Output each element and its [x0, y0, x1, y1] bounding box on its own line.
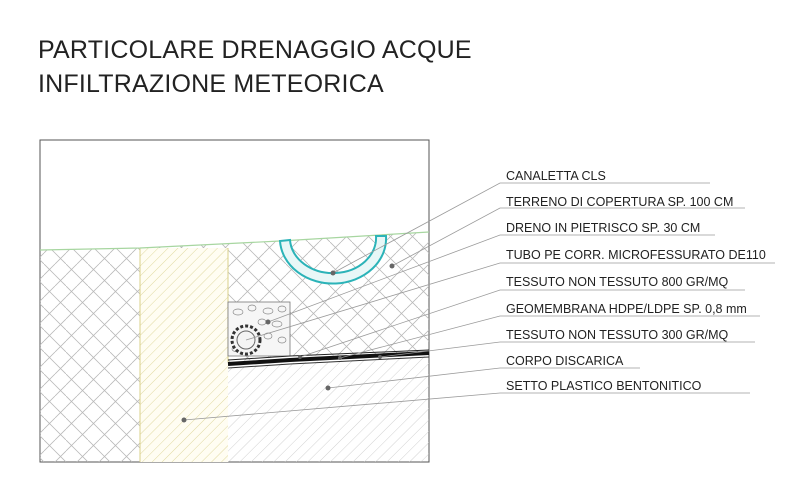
- title-line-2: INFILTRAZIONE METEORICA: [38, 70, 384, 98]
- dot-canaletta: [331, 271, 336, 276]
- landfill-body: [228, 356, 429, 462]
- label-tnt800: TESSUTO NON TESSUTO 800 GR/MQ: [506, 275, 729, 289]
- dot-tnt800: [298, 355, 302, 359]
- dot-setto: [182, 418, 187, 423]
- label-tubo: TUBO PE CORR. MICROFESSURATO DE110: [506, 248, 766, 262]
- dot-dreno: [266, 320, 271, 325]
- label-canaletta: CANALETTA CLS: [506, 169, 606, 183]
- dot-geomembrana: [338, 356, 342, 360]
- label-dreno: DRENO IN PIETRISCO SP. 30 CM: [506, 221, 701, 235]
- label-geomembrana: GEOMEMBRANA HDPE/LDPE SP. 0,8 mm: [506, 302, 747, 316]
- label-tnt300: TESSUTO NON TESSUTO 300 GR/MQ: [506, 328, 729, 342]
- dot-terreno: [390, 264, 395, 269]
- dot-tnt300: [378, 355, 382, 359]
- label-corpo: CORPO DISCARICA: [506, 354, 624, 368]
- label-terreno: TERRENO DI COPERTURA SP. 100 CM: [506, 195, 734, 209]
- label-setto: SETTO PLASTICO BENTONITICO: [506, 379, 702, 393]
- title-line-1: PARTICOLARE DRENAGGIO ACQUE: [38, 36, 472, 64]
- dot-corpo: [326, 386, 331, 391]
